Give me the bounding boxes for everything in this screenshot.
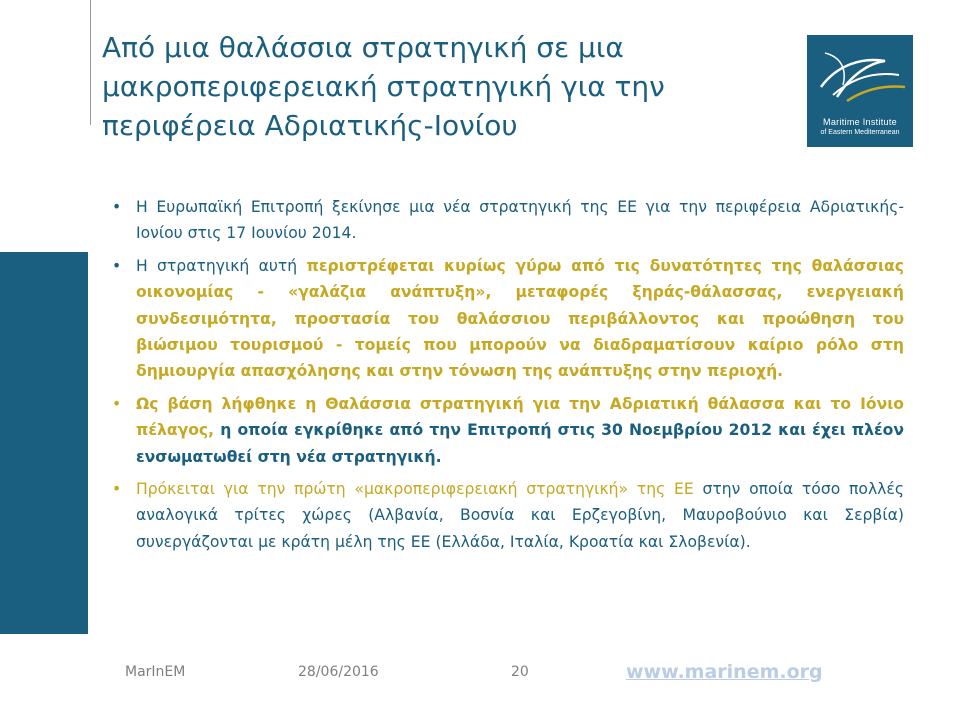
institute-logo — [807, 35, 913, 147]
bullet-list — [112, 194, 904, 561]
bullet-item — [112, 476, 904, 555]
logo-text-line2: of Eastern Mediterranean — [820, 129, 900, 136]
bullet-text-highlight: περιστρέφεται κυρίως γύρω από τις δυνατότητες της θαλάσσιας οικονομίας - «γαλάζια ανάπτυξη», μεταφορές ξηράς-θάλασσας, ενεργειακή συνδεσιμότητα, προστασία του θαλάσσιου περιβάλλοντος και προώθηση του βιώσιμου τουρισμού - τομείς που μπορούν να διαδραματίσουν καίριο ρόλο στη δημιουργία απασχόλησης και στην τόνωση της ανάπτυξης στην περιοχή. — [136, 256, 905, 381]
bullet-text-lead: Πρόκειται για την πρώτη «μακροπεριφερειακή στρατηγική» της ΕΕ — [136, 480, 703, 499]
bullet-item — [112, 253, 904, 385]
bullet-item — [112, 391, 904, 470]
left-accent-bar — [0, 252, 88, 634]
bullet-text: Η Ευρωπαϊκή Επιτροπή ξεκίνησε μια νέα στρατηγική της ΕΕ για την περιφέρεια Αδριατικής-Ιονίου στις 17 Ιουνίου 2014. — [136, 198, 904, 243]
logo-text-line1: Maritime Institute — [823, 117, 897, 127]
bullet-text-highlight: Ως βάση λήφθηκε η Θαλάσσια στρατηγική για την Αδριατική θάλασσα και το Ιόνιο πέλαγος, — [136, 394, 904, 440]
footer-date: 28/06/2016 — [298, 664, 379, 680]
header-divider — [90, 0, 91, 125]
bullet-item — [112, 194, 904, 247]
footer-url-link[interactable]: www.marinem.org — [626, 661, 823, 683]
bullet-text-rest: στην οποία τόσο πολλές αναλογικά τρίτες χώρες (Αλβανία, Βοσνία και Ερζεγοβίνη, Μαυροβούνιο και Σερβία) συνεργάζονται με κράτη μέλη της ΕΕ (Ελλάδα, Ιταλία, Κροατία και Σλοβενία). — [136, 480, 904, 551]
bullet-text-rest: η οποία εγκρίθηκε από την Επιτροπή στις 30 Νοεμβρίου 2012 και έχει πλέον ενσωματωθεί στη νέα στρατηγική. — [136, 421, 904, 466]
logo-wave-icon — [807, 35, 913, 115]
bullet-text-lead: Η στρατηγική αυτή — [136, 256, 307, 275]
slide-title: Από μια θαλάσσια στρατηγική σε μια μακροπεριφερειακή στρατηγική για την περιφέρεια Αδριατικής-Ιονίου — [102, 31, 665, 142]
slide-number: 20 — [511, 664, 529, 680]
footer-label: MarInEM — [125, 664, 186, 680]
